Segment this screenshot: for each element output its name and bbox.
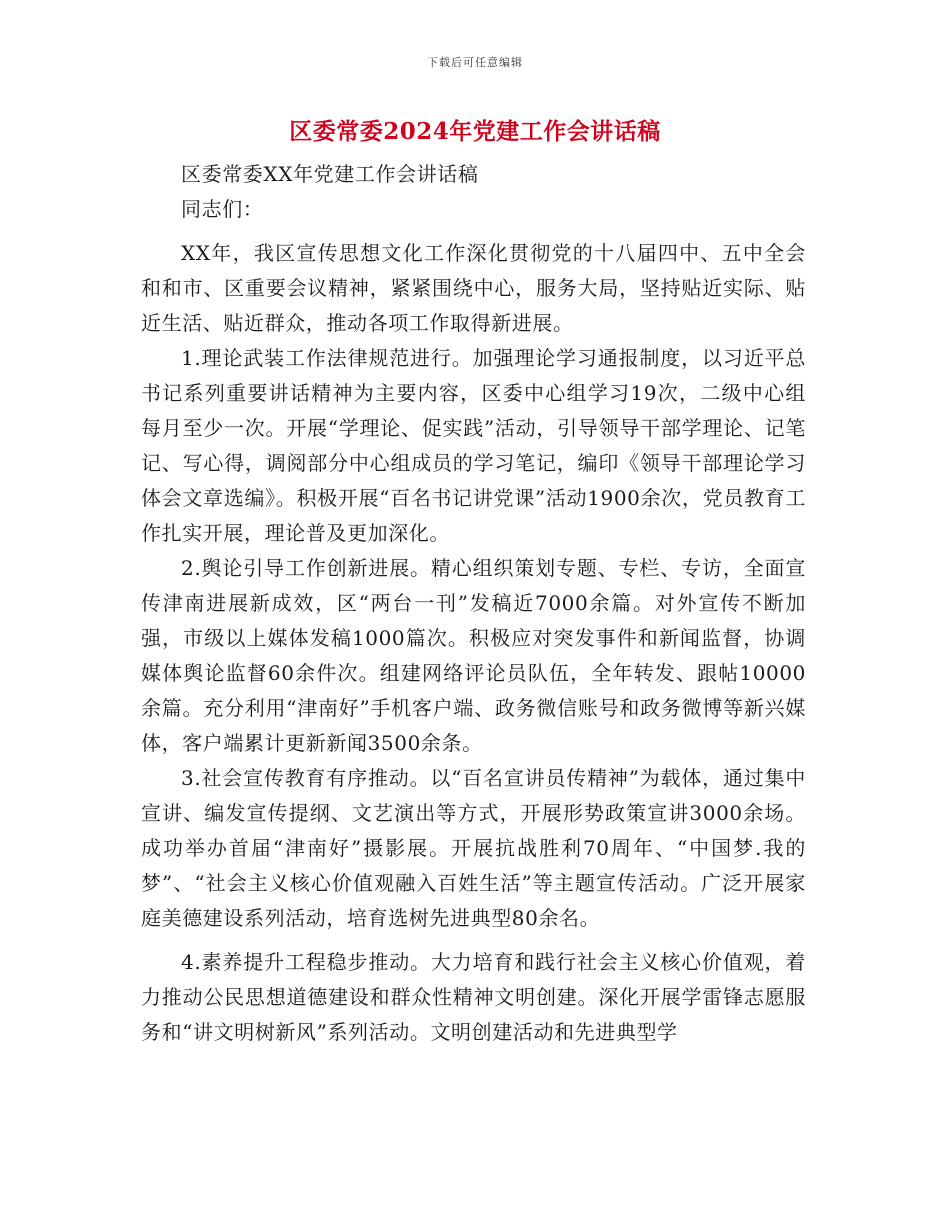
salutation-line: 同志们： xyxy=(181,197,264,221)
paragraph-3: 3.社会宣传教育有序推动。以“百名宣讲员传精神”为载体，通过集中宣讲、编发宣传提纲、文艺演出等方式，开展形势政策宣讲3000余场。成功举办首届“津南好”摄影展。开展抗战胜利70周年、“中国梦.我的梦”、“社会主义核心价值观融入百姓生活”等主题宣传活动。广泛开展家庭美德建设系列活动，培育选树先进典型80余名。 xyxy=(141,766,806,930)
paragraph-1: 1.理论武装工作法律规范进行。加强理论学习通报制度，以习近平总书记系列重要讲话精神为主要内容，区委中心组学习19次，二级中心组每月至少一次。开展“学理论、促实践”活动，引导领导干部学理论、记笔记、写心得，调阅部分中心组成员的学习笔记，编印《领导干部理论学习体会文章选编》。积极开展“百名书记讲党课”活动1900余次，党员教育工作扎实开展，理论普及更加深化。 xyxy=(141,346,806,545)
paragraph-2: 2.舆论引导工作创新进展。精心组织策划专题、专栏、专访，全面宣传津南进展新成效，区“两台一刊”发稿近7000余篇。对外宣传不断加强，市级以上媒体发稿1000篇次。积极应对突发事件和新闻监督，协调媒体舆论监督60余件次。组建网络评论员队伍，全年转发、跟帖10000余篇。充分利用“津南好”手机客户端、政务微信账号和政务微博等新兴媒体，客户端累计更新新闻3500余条。 xyxy=(141,556,806,755)
header-note: 下载后可任意编辑 xyxy=(427,56,523,69)
paragraph-intro: XX年，我区宣传思想文化工作深化贯彻党的十八届四中、五中全会和和市、区重要会议精神，紧紧围绕中心，服务大局，坚持贴近实际、贴近生活、贴近群众，推动各项工作取得新进展。 xyxy=(141,241,806,335)
document-title: 区委常委2024年党建工作会讲话稿 xyxy=(289,118,661,145)
paragraph-4: 4.素养提升工程稳步推动。大力培育和践行社会主义核心价值观，着力推动公民思想道德建设和群众性精神文明创建。深化开展学雷锋志愿服务和“讲文明树新风”系列活动。文明创建活动和先进典型学 xyxy=(141,950,806,1044)
document-body xyxy=(141,157,806,1050)
subtitle-line: 区委常委XX年党建工作会讲话稿 xyxy=(181,162,479,186)
